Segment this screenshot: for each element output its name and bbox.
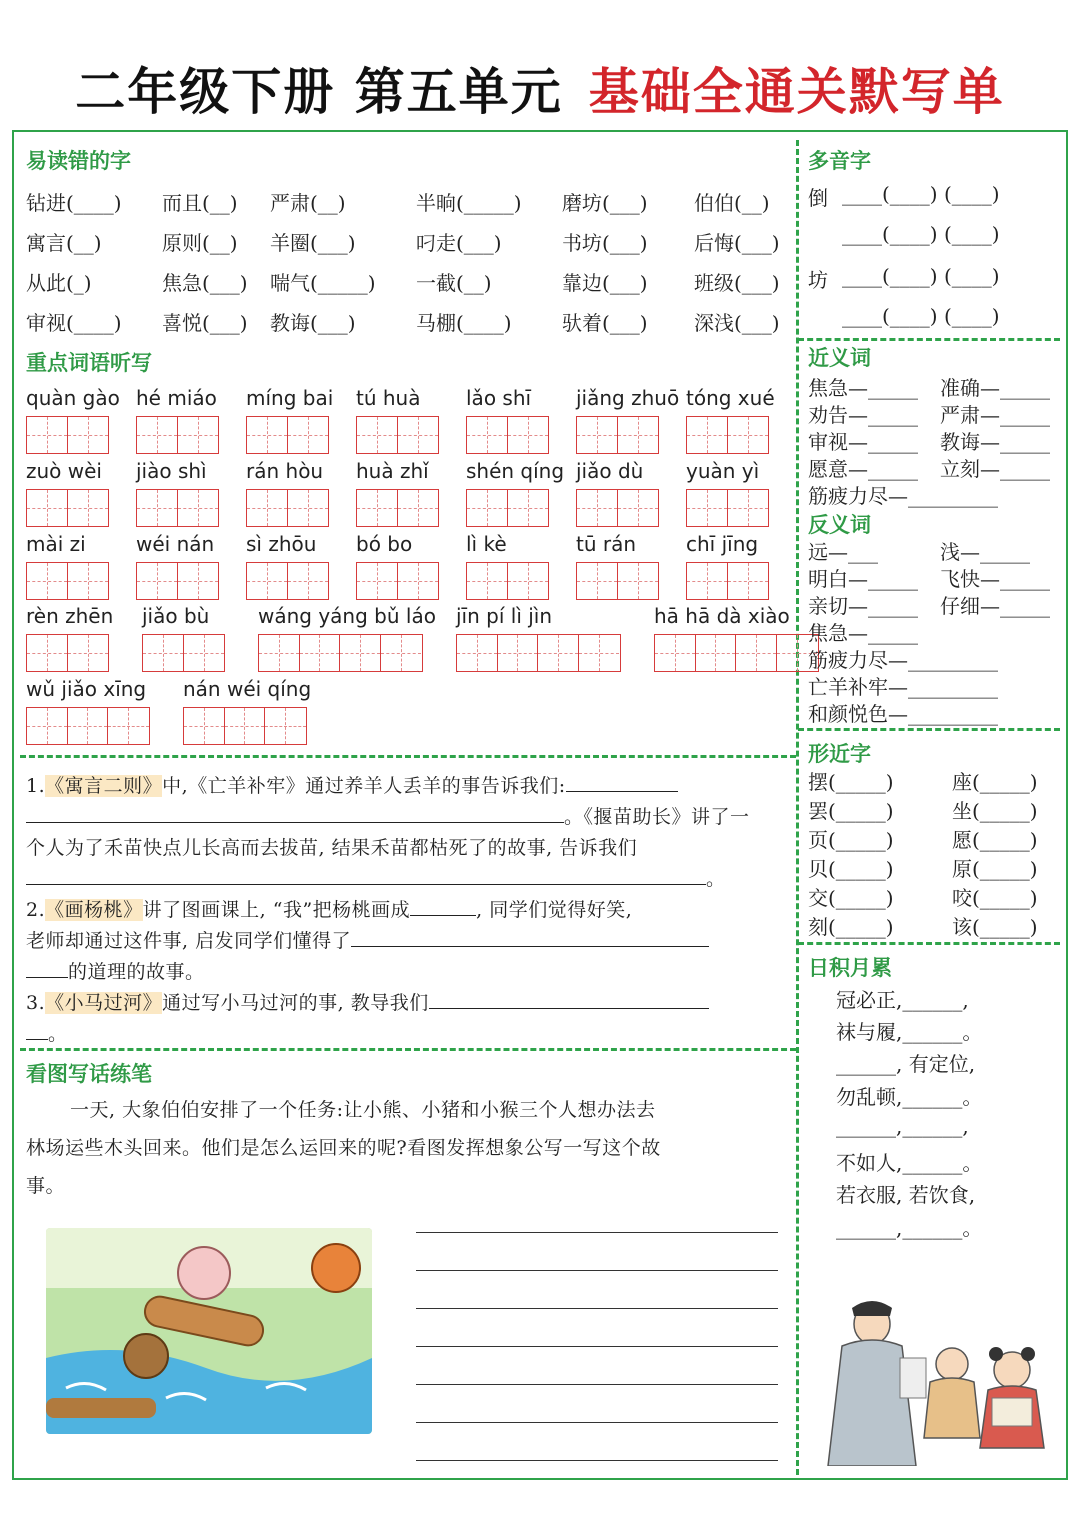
pinyin-label: jiǎng zhuō <box>576 386 680 410</box>
polyphonic-blanks[interactable]: ____(____) (____) <box>842 304 1000 328</box>
pinyin-label: lǎo shī <box>466 386 532 410</box>
grid-cell[interactable] <box>618 490 659 526</box>
grid-cell[interactable] <box>538 635 579 671</box>
q1-book-title: 《寓言二则》 <box>45 775 163 797</box>
similar-char-item[interactable]: 该(_____) <box>952 915 1038 939</box>
grid-cell[interactable] <box>27 490 68 526</box>
writing-prompt-line-1: 一天, 大象伯伯安排了一个任务:让小熊、小猪和小猴三个人想办法去 <box>70 1099 656 1121</box>
easy-word-item[interactable]: 班级(___) <box>694 271 780 295</box>
pinyin-label: yuàn yì <box>686 459 760 483</box>
writing-line[interactable] <box>416 1346 778 1347</box>
writing-line[interactable] <box>416 1384 778 1385</box>
writing-grid[interactable] <box>356 489 439 527</box>
writing-grid[interactable] <box>686 416 769 454</box>
grid-cell[interactable] <box>143 635 184 671</box>
antonym-item[interactable]: 亲切—_____ <box>808 594 918 618</box>
easy-word-item[interactable]: 原则(__) <box>162 231 238 255</box>
synonym-item[interactable]: 筋疲力尽—_________ <box>808 484 998 508</box>
grid-cell[interactable] <box>508 563 549 599</box>
pinyin-label: lì kè <box>466 532 507 556</box>
grid-cell[interactable] <box>225 708 266 744</box>
grid-cell[interactable] <box>467 563 508 599</box>
divider-left-2 <box>20 1048 796 1051</box>
pinyin-label: jīn pí lì jìn <box>456 604 553 628</box>
writing-prompt-line-3: 事。 <box>26 1175 66 1197</box>
pinyin-label: huà zhǐ <box>356 459 429 483</box>
grid-cell[interactable] <box>247 490 288 526</box>
pinyin-label: hā hā dà xiào <box>654 604 790 628</box>
easy-word-item[interactable]: 磨坊(___) <box>562 191 648 215</box>
easy-word-item[interactable]: 一截(__) <box>416 271 492 295</box>
similar-char-item[interactable]: 交(_____) <box>808 886 894 910</box>
section-title-key-words: 重点词语听写 <box>26 351 152 375</box>
q2-answer-blank-2[interactable] <box>351 929 709 947</box>
similar-char-item[interactable]: 页(_____) <box>808 828 894 852</box>
writing-grid[interactable] <box>466 562 549 600</box>
pinyin-label: nán wéi qíng <box>183 677 312 701</box>
daily-line[interactable]: ______,______。 <box>836 1216 983 1240</box>
pinyin-label: wáng yáng bǔ láo <box>258 604 436 628</box>
grid-cell[interactable] <box>340 635 381 671</box>
grid-cell[interactable] <box>728 490 769 526</box>
grid-cell[interactable] <box>137 563 178 599</box>
grid-cell[interactable] <box>577 490 618 526</box>
grid-cell[interactable] <box>357 563 398 599</box>
similar-char-item[interactable]: 咬(_____) <box>952 886 1038 910</box>
writing-grid[interactable] <box>466 489 549 527</box>
grid-cell[interactable] <box>577 563 618 599</box>
antonym-item[interactable]: 焦急—_____ <box>808 621 918 645</box>
pinyin-label: quàn gào <box>26 386 120 410</box>
pinyin-label: tū rán <box>576 532 637 556</box>
grid-cell[interactable] <box>618 563 659 599</box>
question-1-line-2: 。《揠苗助长》讲了一 <box>26 802 750 829</box>
easy-word-item[interactable]: 寓言(__) <box>26 231 102 255</box>
grid-cell[interactable] <box>288 563 329 599</box>
pinyin-label: rèn zhēn <box>26 604 114 628</box>
similar-char-item[interactable]: 刻(_____) <box>808 915 894 939</box>
grid-cell[interactable] <box>577 417 618 453</box>
daily-line[interactable]: ______,______, <box>836 1114 969 1138</box>
writing-grid[interactable] <box>246 562 329 600</box>
grid-cell[interactable] <box>184 635 225 671</box>
question-3-line-1: 3.《小马过河》通过写小马过河的事, 教导我们 <box>26 988 709 1015</box>
pinyin-label: wéi nán <box>136 532 215 556</box>
daily-line[interactable]: 冠必正,______, <box>836 988 969 1012</box>
pinyin-label: mài zi <box>26 532 86 556</box>
grid-cell[interactable] <box>687 417 728 453</box>
daily-line[interactable]: 勿乱顿,______。 <box>836 1085 983 1109</box>
grid-cell[interactable] <box>184 708 225 744</box>
grid-cell[interactable] <box>508 417 549 453</box>
antonym-item[interactable]: 明白—_____ <box>808 567 918 591</box>
writing-line[interactable] <box>416 1308 778 1309</box>
pinyin-label: hé miáo <box>136 386 217 410</box>
antonym-item[interactable]: 飞快—_____ <box>940 567 1050 591</box>
grid-cell[interactable] <box>728 563 769 599</box>
pinyin-label: wǔ jiǎo xīng <box>26 677 147 701</box>
writing-grid[interactable] <box>356 562 439 600</box>
section-title-antonyms: 反义词 <box>808 513 871 537</box>
q2-answer-blank-1[interactable] <box>410 898 476 916</box>
synonym-item[interactable]: 焦急—_____ <box>808 376 918 400</box>
grid-cell[interactable] <box>137 417 178 453</box>
q3-book-title: 《小马过河》 <box>45 992 163 1014</box>
grid-cell[interactable] <box>68 490 109 526</box>
pinyin-label: shén qíng <box>466 459 565 483</box>
synonym-item[interactable]: 严肃—_____ <box>940 403 1050 427</box>
easy-word-item[interactable]: 半晌(_____) <box>416 191 522 215</box>
similar-char-item[interactable]: 坐(_____) <box>952 799 1038 823</box>
grid-cell[interactable] <box>137 490 178 526</box>
easy-word-item[interactable]: 书坊(___) <box>562 231 648 255</box>
pinyin-label: jiào shì <box>136 459 207 483</box>
writing-grid[interactable] <box>576 416 659 454</box>
pinyin-label: tóng xué <box>686 386 775 410</box>
writing-grid[interactable] <box>246 489 329 527</box>
pinyin-label: tú huà <box>356 386 421 410</box>
grid-cell[interactable] <box>398 563 439 599</box>
grid-cell[interactable] <box>300 635 341 671</box>
q2-answer-blank-3[interactable] <box>26 960 68 978</box>
writing-line[interactable] <box>416 1270 778 1271</box>
pinyin-label: jiǎo bù <box>142 604 210 628</box>
question-2-line-2: 老师却通过这件事, 启发同学们懂得了 <box>26 926 709 953</box>
writing-grid[interactable] <box>26 416 109 454</box>
easy-word-item[interactable]: 后悔(___) <box>694 231 780 255</box>
grid-cell[interactable] <box>687 490 728 526</box>
writing-grid[interactable] <box>26 562 109 600</box>
page-title <box>0 52 1080 124</box>
antonym-item[interactable]: 浅—_____ <box>940 540 1030 564</box>
grid-cell[interactable] <box>467 417 508 453</box>
easy-word-item[interactable]: 驮着(___) <box>562 311 648 335</box>
synonym-item[interactable]: 准确—_____ <box>940 376 1050 400</box>
question-3-line-2: 。 <box>26 1019 68 1046</box>
easy-word-item[interactable]: 羊圈(___) <box>270 231 356 255</box>
writing-grid[interactable] <box>26 634 109 672</box>
writing-grid[interactable] <box>356 416 439 454</box>
polyphonic-blanks[interactable]: ____(____) (____) <box>842 264 1000 288</box>
pinyin-label: bó bo <box>356 532 413 556</box>
grid-cell[interactable] <box>27 708 68 744</box>
grid-cell[interactable] <box>357 417 398 453</box>
section-title-writing: 看图写话练笔 <box>26 1062 152 1086</box>
writing-grid[interactable] <box>183 707 307 745</box>
synonym-item[interactable]: 愿意—_____ <box>808 457 918 481</box>
easy-word-item[interactable]: 严肃(__) <box>270 191 346 215</box>
grid-cell[interactable] <box>467 490 508 526</box>
writing-grid[interactable] <box>26 707 150 745</box>
question-1-line-3: 个人为了禾苗快点儿长高而去拔苗, 结果禾苗都枯死了的故事, 告诉我们 <box>26 837 638 859</box>
polyphonic-blanks[interactable]: ____(____) (____) <box>842 182 1000 206</box>
synonym-item[interactable]: 立刻—_____ <box>940 457 1050 481</box>
antonym-item[interactable]: 远—___ <box>808 540 878 564</box>
writing-grid[interactable] <box>136 416 219 454</box>
pinyin-label: sì zhōu <box>246 532 317 556</box>
writing-grid[interactable] <box>654 634 819 672</box>
easy-word-item[interactable]: 喘气(_____) <box>270 271 376 295</box>
polyphonic-char: 倒 <box>808 186 828 210</box>
grid-cell[interactable] <box>498 635 539 671</box>
pinyin-label: míng bai <box>246 386 334 410</box>
title-main: 基础全通关默写单 <box>588 62 1005 121</box>
q3-answer-blank-1[interactable] <box>429 991 709 1009</box>
easy-word-item[interactable]: 叼走(___) <box>416 231 502 255</box>
easy-word-item[interactable]: 伯伯(__) <box>694 191 770 215</box>
section-title-easy-wrong: 易读错的字 <box>26 149 131 173</box>
writing-grid[interactable] <box>136 489 219 527</box>
title-unit: 二年级下册 第五单元 <box>75 62 563 121</box>
antonym-item[interactable]: 仔细—_____ <box>940 594 1050 618</box>
writing-line[interactable] <box>416 1460 778 1461</box>
pinyin-label: zuò wèi <box>26 459 102 483</box>
grid-cell[interactable] <box>27 417 68 453</box>
easy-word-item[interactable]: 教诲(___) <box>270 311 356 335</box>
grid-cell[interactable] <box>68 635 109 671</box>
grid-cell[interactable] <box>247 563 288 599</box>
grid-cell[interactable] <box>288 417 329 453</box>
q1-answer-blank-2[interactable] <box>26 805 564 823</box>
grid-cell[interactable] <box>27 635 68 671</box>
writing-grid[interactable] <box>258 634 423 672</box>
daily-line[interactable]: 不如人,______。 <box>836 1151 983 1175</box>
grid-cell[interactable] <box>381 635 422 671</box>
writing-prompt-line-2: 林场运些木头回来。他们是怎么运回来的呢?看图发挥想象公写一写这个故 <box>26 1137 661 1159</box>
writing-grid[interactable] <box>466 416 549 454</box>
antonym-item[interactable]: 筋疲力尽—_________ <box>808 648 998 672</box>
similar-char-item[interactable]: 贝(_____) <box>808 857 894 881</box>
easy-word-item[interactable]: 深浅(___) <box>694 311 780 335</box>
grid-cell[interactable] <box>398 417 439 453</box>
writing-illustration <box>46 1228 372 1434</box>
question-1-line-4: 。 <box>26 864 726 891</box>
grid-cell[interactable] <box>178 490 219 526</box>
polyphonic-blanks[interactable]: ____(____) (____) <box>842 222 1000 246</box>
easy-word-item[interactable]: 审视(____) <box>26 311 122 335</box>
grid-cell[interactable] <box>618 417 659 453</box>
divider-left-1 <box>20 755 796 758</box>
teacher-students-illustration <box>812 1298 1057 1466</box>
daily-line[interactable]: ______, 有定位, <box>836 1052 976 1076</box>
similar-char-item[interactable]: 座(_____) <box>952 770 1038 794</box>
divider-right-2 <box>798 728 1060 731</box>
section-title-daily: 日积月累 <box>808 956 892 980</box>
writing-grid[interactable] <box>246 416 329 454</box>
q3-answer-blank-2[interactable] <box>26 1022 48 1040</box>
grid-cell[interactable] <box>696 635 737 671</box>
question-1-line-1: 1.《寓言二则》中,《亡羊补牢》通过养羊人丢羊的事告诉我们: <box>26 771 678 798</box>
easy-word-item[interactable]: 从此(_) <box>26 271 92 295</box>
grid-cell[interactable] <box>259 635 300 671</box>
synonym-item[interactable]: 审视—_____ <box>808 430 918 454</box>
easy-word-item[interactable]: 钻进(____) <box>26 191 122 215</box>
similar-char-item[interactable]: 罢(_____) <box>808 799 894 823</box>
grid-cell[interactable] <box>68 417 109 453</box>
q1-answer-blank-3[interactable] <box>26 867 706 885</box>
grid-cell[interactable] <box>178 563 219 599</box>
writing-line[interactable] <box>416 1422 778 1423</box>
grid-cell[interactable] <box>288 490 329 526</box>
grid-cell[interactable] <box>687 563 728 599</box>
polyphonic-char: 坊 <box>808 268 828 292</box>
writing-grid[interactable] <box>136 562 219 600</box>
grid-cell[interactable] <box>736 635 777 671</box>
grid-cell[interactable] <box>508 490 549 526</box>
similar-char-item[interactable]: 愿(_____) <box>952 828 1038 852</box>
grid-cell[interactable] <box>457 635 498 671</box>
writing-grid[interactable] <box>142 634 225 672</box>
grid-cell[interactable] <box>247 417 288 453</box>
writing-grid[interactable] <box>456 634 621 672</box>
easy-word-item[interactable]: 焦急(___) <box>162 271 248 295</box>
daily-line[interactable]: 袜与履,______。 <box>836 1020 983 1044</box>
easy-word-item[interactable]: 喜悦(___) <box>162 311 248 335</box>
writing-grid[interactable] <box>686 562 769 600</box>
easy-word-item[interactable]: 而且(__) <box>162 191 238 215</box>
grid-cell[interactable] <box>728 417 769 453</box>
pinyin-label: rán hòu <box>246 459 324 483</box>
easy-word-item[interactable]: 靠边(___) <box>562 271 648 295</box>
grid-cell[interactable] <box>579 635 620 671</box>
grid-cell[interactable] <box>27 563 68 599</box>
writing-grid[interactable] <box>576 489 659 527</box>
grid-cell[interactable] <box>655 635 696 671</box>
grid-cell[interactable] <box>178 417 219 453</box>
pinyin-label: jiǎo dù <box>576 459 644 483</box>
q2-book-title: 《画杨桃》 <box>45 899 143 921</box>
easy-word-item[interactable]: 马棚(____) <box>416 311 512 335</box>
writing-grid[interactable] <box>686 489 769 527</box>
daily-line[interactable]: 若衣服, 若饮食, <box>836 1183 976 1207</box>
divider-right-1 <box>798 338 1060 341</box>
grid-cell[interactable] <box>108 708 149 744</box>
antonym-item[interactable]: 和颜悦色—_________ <box>808 702 998 726</box>
grid-cell[interactable] <box>398 490 439 526</box>
writing-grid[interactable] <box>26 489 109 527</box>
q1-answer-blank-1[interactable] <box>566 774 678 792</box>
grid-cell[interactable] <box>68 708 109 744</box>
synonym-item[interactable]: 劝告—_____ <box>808 403 918 427</box>
section-title-polyphonic: 多音字 <box>808 149 871 173</box>
synonym-item[interactable]: 教诲—_____ <box>940 430 1050 454</box>
writing-grid[interactable] <box>576 562 659 600</box>
question-2-line-1: 2.《画杨桃》讲了图画课上, “我”把杨桃画成 , 同学们觉得好笑, <box>26 899 633 921</box>
section-title-synonyms: 近义词 <box>808 346 871 370</box>
grid-cell[interactable] <box>68 563 109 599</box>
grid-cell[interactable] <box>357 490 398 526</box>
divider-right-3 <box>798 942 1060 945</box>
antonym-item[interactable]: 亡羊补牢—_________ <box>808 675 998 699</box>
grid-cell[interactable] <box>265 708 306 744</box>
question-2-line-3: 的道理的故事。 <box>26 957 205 984</box>
similar-char-item[interactable]: 摆(_____) <box>808 770 894 794</box>
similar-char-item[interactable]: 原(_____) <box>952 857 1038 881</box>
writing-line[interactable] <box>416 1232 778 1233</box>
pinyin-label: chī jīng <box>686 532 759 556</box>
section-title-similar: 形近字 <box>808 742 871 766</box>
